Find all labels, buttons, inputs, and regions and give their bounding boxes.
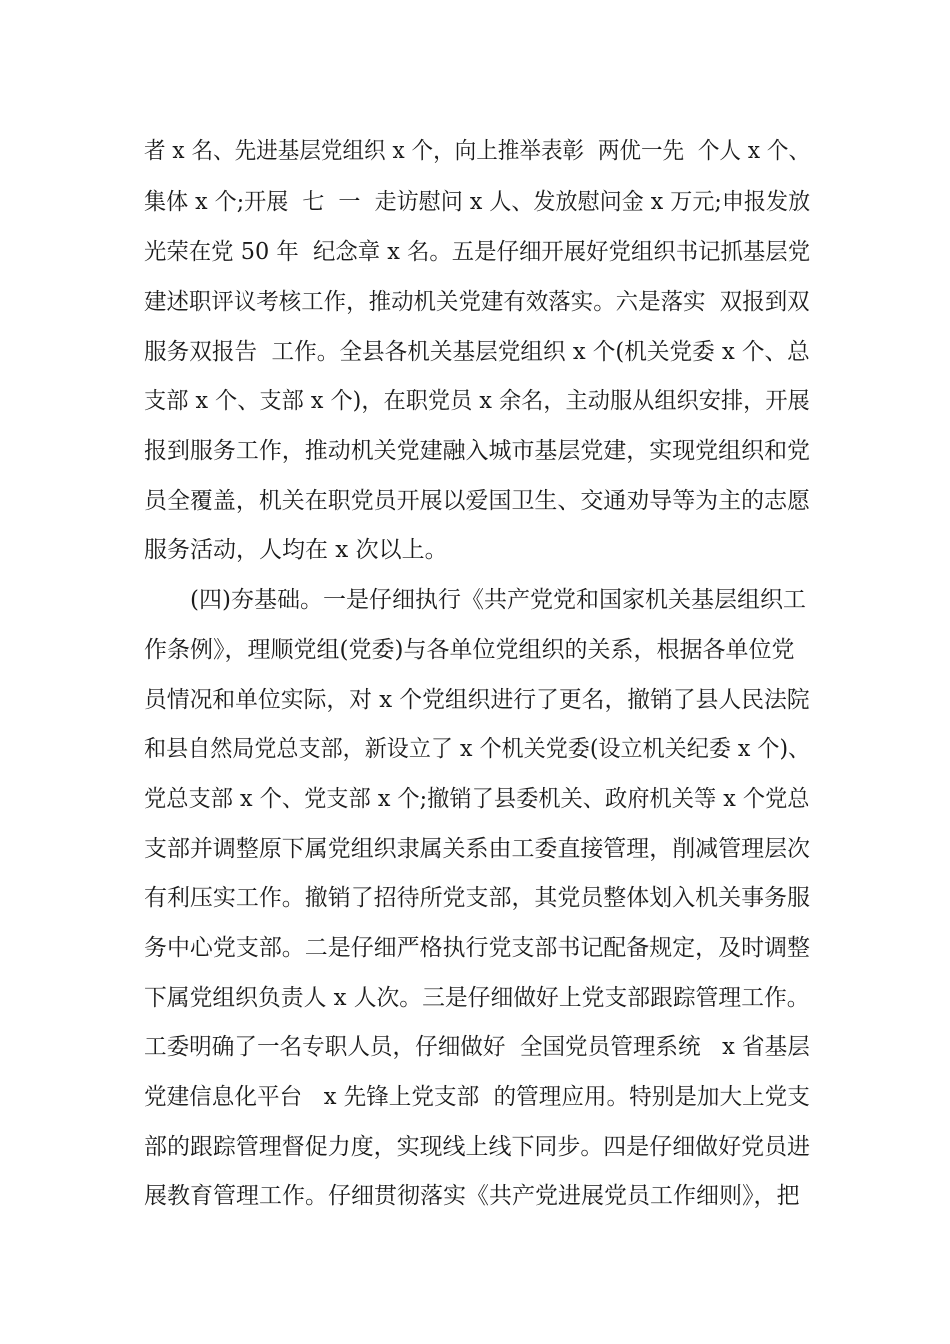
text-line-18: 下属党组织负责人 x 人次。三是仔细做好上党支部跟踪管理工作。 <box>144 985 810 1011</box>
text-line-4: 建述职评议考核工作，推动机关党建有效落实。六是落实 双报到双 <box>144 289 810 315</box>
text-line-17: 务中心党支部。二是仔细严格执行党支部书记配备规定，及时调整 <box>144 935 810 961</box>
text-line-7: 报到服务工作，推动机关党建融入城市基层党建，实现党组织和党 <box>144 438 810 464</box>
text-line-1: 者 x 名、先进基层党组织 x 个，向上推举表彰 两优一先 个人 x 个、 <box>144 138 811 164</box>
text-line-19: 工委明确了一名专职人员，仔细做好 全国党员管理系统 x 省基层 <box>144 1034 810 1060</box>
text-line-5: 服务双报告 工作。全县各机关基层党组织 x 个(机关党委 x 个、总 <box>144 339 810 365</box>
text-line-2: 集体 x 个;开展 七 一 走访慰问 x 人、发放慰问金 x 万元;申报发放 <box>144 189 811 215</box>
text-line-22: 展教育管理工作。仔细贯彻落实《共产党进展党员工作细则》，把 <box>144 1183 800 1209</box>
paragraph-heading-line: (四)夯基础。一是仔细执行《共产党党和国家机关基层组织工 <box>190 587 806 613</box>
text-line-12: 员情况和单位实际，对 x 个党组织进行了更名，撤销了县人民法院 <box>144 687 810 713</box>
text-line-21: 部的跟踪管理督促力度，实现线上线下同步。四是仔细做好党员进 <box>144 1134 810 1160</box>
text-line-9: 服务活动，人均在 x 次以上。 <box>144 537 448 563</box>
text-line-15: 支部并调整原下属党组织隶属关系由工委直接管理，削减管理层次 <box>144 836 810 862</box>
text-line-20: 党建信息化平台 x 先锋上党支部 的管理应用。特别是加大上党支 <box>144 1084 810 1110</box>
text-line-11: 作条例》，理顺党组(党委)与各单位党组织的关系，根据各单位党 <box>144 637 795 663</box>
text-line-3: 光荣在党 50 年 纪念章 x 名。五是仔细开展好党组织书记抓基层党 <box>144 239 811 265</box>
text-line-6: 支部 x 个、支部 x 个)，在职党员 x 余名，主动服从组织安排，开展 <box>144 388 810 414</box>
text-line-13: 和县自然局党总支部，新设立了 x 个机关党委(设立机关纪委 x 个)、 <box>144 736 811 762</box>
text-line-16: 有利压实工作。撤销了招待所党支部，其党员整体划入机关事务服 <box>144 885 810 911</box>
text-line-14: 党总支部 x 个、党支部 x 个;撤销了县委机关、政府机关等 x 个党总 <box>144 786 810 812</box>
text-line-8: 员全覆盖，机关在职党员开展以爱国卫生、交通劝导等为主的志愿 <box>144 488 810 514</box>
